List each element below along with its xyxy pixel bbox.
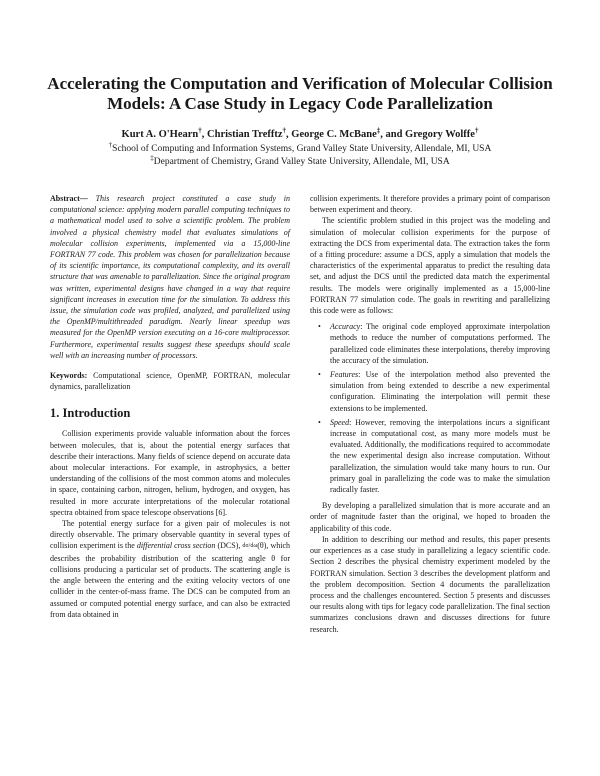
author-name: Christian Trefftz (207, 129, 283, 140)
fraction-denominator: dω (250, 543, 258, 550)
affiliation-gvsu-chem (40, 153, 560, 168)
goal-label: Speed (330, 417, 350, 427)
keywords-text: Computational science, OpenMP, FORTRAN, molecular dynamics, parallelization (50, 371, 291, 392)
term-differential-cross-section: differential cross section (136, 541, 216, 551)
author-separator: , (286, 129, 292, 140)
keywords (50, 370, 290, 392)
body-paragraph: collision experiments. It therefore provides a primary point of comparison between experiment and theory. (310, 194, 550, 215)
paper-title: Accelerating the Computation and Verification of Molecular Collision Models: A Case Study in Legacy Code Parallelization (47, 74, 553, 113)
goal-label: Features (330, 370, 359, 380)
affiliation-gvsu-cis (40, 140, 560, 155)
intro-paragraph (50, 518, 290, 620)
body-paragraph: In addition to describing our method and results, this paper presents our experiences as a case study in parallelizing a legacy scientific code. Section 2 describes the physical chemistry experiment modeled by the FORTRAN simulation. Section 3 describes the development platform and the problem decomposition. Section 4 documents the parallelization process and the challenges encountered. Section 5 presents and discusses our results along with tips for legacy code parallelization. The final section summarizes conclusions drawn and discusses directions for future research. (310, 534, 550, 634)
author-affil-mark: † (282, 126, 287, 135)
right-column (310, 193, 550, 635)
author-list (40, 128, 560, 141)
list-item (310, 369, 550, 414)
left-column (50, 193, 290, 620)
text-run: The potential energy surface for a given pair of molecules is not directly observable. The primary observable quantity in several types of collision experiment is the (50, 519, 290, 551)
author-separator: , and (380, 129, 406, 140)
author-affil-mark: ‡ (376, 126, 381, 135)
goals-list (310, 321, 550, 495)
dcs-fraction: dσ/dω (242, 543, 258, 550)
body-paragraph: The scientific problem studied in this project was the modeling and simulation of molecular collision experiments for the purpose of extracting the DCS from experimental data. The extraction takes the form of a fitting procedure: assume a DCS, apply a simulation that models the characteristics of the experimental apparatus to predict the resulting data set, and adjust the DCS until the predicted data match the experimental results. The models were originally implemented as a 15,000-line FORTRAN 77 simulation code. The goals in rewriting and parallelizing this code were as follows: (310, 216, 550, 316)
author-name: Kurt A. O'Hearn (121, 129, 199, 140)
list-item (310, 321, 550, 366)
goal-text: : However, removing the interpolations incurs a significant increase in computational cost, as many more models must be evaluated. Additionally, the modifications required to accommodate the new experimental design also increase computation. Without parallelization, the simulation would take many hours to run. Our primary goal in parallelizing the code was to make the simulation radically faster. (330, 417, 550, 495)
text-run: (DCS), (217, 541, 241, 551)
author-affil-mark: † (474, 126, 479, 135)
goal-text: : Use of the interpolation method also prevented the simulation from being extended to describe a new experimental configuration. Eliminating the interpolation will permit these extensions to be implemented. (330, 370, 550, 413)
affiliation-text: Department of Chemistry, Grand Valley State University, Allendale, MI, USA (153, 157, 450, 167)
abstract-label: Abstract— (50, 194, 88, 203)
body-paragraph: By developing a parallelized simulation that is more accurate and an order of magnitude faster than the original, we hoped to broaden the applicability of this code. (310, 501, 550, 533)
fraction-numerator: dσ (242, 543, 249, 550)
intro-paragraph: Collision experiments provide valuable information about the forces between molecules, that is, about the potential energy surfaces that describe their interactions. Many fields of science depend on accurate data about molecular interactions. For example, in astrophysics, a better understanding of the collisions of the most common atoms and molecules in space, containing carbon, nitrogen, helium, hydrogen, and oxygen, has resulted in more accurate interpretations of the molecular rotational spectra obtained from space telescope observations [6]. (50, 429, 290, 517)
author-name: Gregory Wolffe (405, 129, 475, 140)
affiliation-mark: ‡ (150, 153, 154, 162)
affiliation-mark: † (108, 140, 113, 149)
abstract (50, 193, 290, 361)
list-item (310, 417, 550, 495)
keywords-label: Keywords: (50, 371, 88, 381)
author-separator: , (201, 129, 208, 140)
abstract-text: This research project constituted a case study in computational science: applying modern parallel computing techniques to a mathematical model used to solve a scientific problem. The problem involved a physical chemistry model that evaluates simulations of molecular collision experiments, implemented via a 15,000-line FORTRAN 77 code. This problem was chosen for parallelization because of its scientific importance, its computational complexity, and its overall structure that was amenable to parallelization. Since the original program was written, experimental designs have changed in a way that require significant increases in execution time for the simulation. To address this issue, the simulation code was profiled, analyzed, and parallelized using the OpenMP/multithreaded paradigm. Nearly linear speedup was measured for the OpenMP version executing on a 16-core multiprocessor. Furthermore, experimental results suggest these speedups should scale well with an increasing number of processors. (50, 194, 290, 360)
author-affil-mark: † (198, 126, 202, 135)
section-heading-introduction: 1. Introduction (50, 406, 131, 421)
goal-label: Accuracy (330, 322, 361, 332)
text-run: (θ), which describes the probability distribution of the scattering angle θ for collisions producing a particular set of products. The scattering angle is the angle between the entering and the exiting velocity vectors of one collider in the center-of-mass frame. The DCS can be computed from an assumed or computed potential energy surface, and can also be extracted from data obtained in (50, 541, 291, 619)
author-name: George C. McBane (291, 129, 377, 140)
goal-text: : The original code employed approximate interpolation methods to reduce the number of computations performed. The parallelized code eliminates these interpolations, thereby improving the accuracy of the simulation. (330, 322, 550, 365)
affiliation-text: School of Computing and Information Systems, Grand Valley State University, Allendale, MI, USA (112, 144, 492, 154)
